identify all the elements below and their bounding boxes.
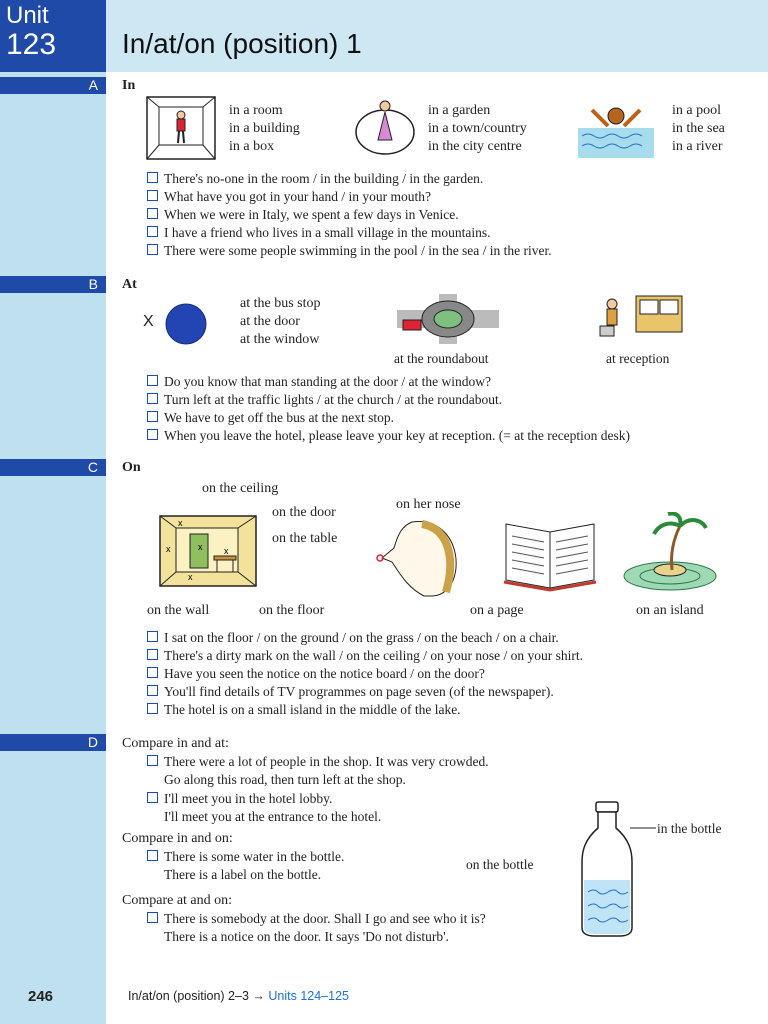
list-item: I sat on the floor / on the ground / on the grass / on the beach / on a chair.	[147, 629, 583, 647]
a-item-room: in a room	[229, 103, 283, 118]
d-compare-in-on: Compare in and on:	[122, 831, 233, 846]
svg-text:x: x	[198, 542, 203, 552]
checkbox-icon	[147, 649, 158, 660]
list-item: There's a dirty mark on the wall / on the ceiling / on your nose / on your shirt.	[147, 647, 583, 665]
a-item-town: in a town/country	[428, 121, 527, 136]
checkbox-icon	[147, 631, 158, 642]
checkbox-icon	[147, 429, 158, 440]
unit-badge	[0, 0, 106, 72]
c-label-floor: on the floor	[259, 603, 325, 618]
roundabout-illustration	[395, 292, 501, 346]
list-item: There were a lot of people in the shop. It was very crowded.	[147, 753, 489, 771]
list-item: There is somebody at the door. Shall I go and see who it is?	[147, 910, 486, 928]
checkbox-icon	[147, 190, 158, 201]
checkbox-icon	[147, 244, 158, 255]
checkbox-icon	[147, 685, 158, 696]
d-line: There is a label on the bottle.	[164, 867, 322, 882]
list-item: There's no-one in the room / in the building / in the garden.	[147, 170, 552, 188]
c-label-wall: on the wall	[147, 603, 210, 618]
open-book-illustration	[502, 514, 598, 592]
list-item: What have you got in your hand / in your mouth?	[147, 188, 552, 206]
a-item-river: in a river	[672, 139, 723, 154]
bottle-illustration	[576, 800, 662, 940]
section-b-examples	[147, 373, 630, 445]
section-a-letter: A	[88, 77, 98, 93]
b-caption-roundabout: at the roundabout	[394, 351, 489, 366]
section-b-bar	[0, 276, 106, 293]
a-item-garden: in a garden	[428, 103, 491, 118]
d-compare-at-on: Compare at and on:	[122, 893, 233, 908]
c-label-page: on a page	[470, 603, 524, 618]
list-item: I have a friend who lives in a small village in the mountains.	[147, 224, 552, 242]
c-label-island: on an island	[636, 603, 704, 618]
svg-text:x: x	[188, 572, 193, 582]
a-item-pool: in a pool	[672, 103, 721, 118]
checkbox-icon	[147, 755, 158, 766]
c-label-nose: on her nose	[396, 497, 461, 512]
section-b-letter: B	[88, 276, 98, 292]
section-c-letter: C	[87, 459, 98, 475]
svg-text:x: x	[178, 518, 183, 528]
page-title: In/at/on (position) 1	[122, 28, 362, 59]
list-item: When you leave the hotel, please leave your key at reception. (= at the reception desk)	[147, 427, 630, 445]
section-a-examples	[147, 170, 552, 260]
checkbox-icon	[147, 411, 158, 422]
room-surfaces-illustration	[158, 500, 258, 590]
room-illustration	[145, 95, 217, 161]
c-label-table: on the table	[272, 531, 338, 546]
footer-text: In/at/on (position) 2–3 →	[128, 989, 265, 1003]
unit-label: Unit	[6, 2, 49, 29]
d-label-in-bottle: in the bottle	[657, 821, 722, 836]
page-number: 246	[28, 988, 54, 1005]
list-item: You'll find details of TV programmes on page seven (of the newspaper).	[147, 683, 583, 701]
d-label-on-bottle: on the bottle	[466, 857, 534, 872]
list-item: We have to get off the bus at the next stop.	[147, 409, 630, 427]
section-a-bar	[0, 77, 106, 94]
checkbox-icon	[147, 912, 158, 923]
svg-text:x: x	[166, 544, 171, 554]
blue-circle-icon	[164, 302, 208, 346]
garden-illustration	[354, 96, 416, 158]
list-item: Have you seen the notice on the notice board / on the door?	[147, 665, 583, 683]
reception-illustration	[596, 292, 686, 346]
sidebar	[0, 0, 106, 1024]
checkbox-icon	[147, 703, 158, 714]
checkbox-icon	[147, 393, 158, 404]
d-line: There is a notice on the door. It says 'Do not disturb'.	[164, 929, 449, 944]
section-b-title: At	[122, 277, 137, 292]
a-item-building: in a building	[229, 121, 300, 136]
d-line: I'll meet you at the entrance to the hotel.	[164, 809, 382, 824]
checkbox-icon	[147, 667, 158, 678]
island-illustration	[620, 512, 720, 594]
checkbox-icon	[147, 375, 158, 386]
b-marker-x: X	[143, 313, 154, 330]
checkbox-icon	[147, 226, 158, 237]
section-c-examples	[147, 629, 583, 719]
checkbox-icon	[147, 792, 158, 803]
svg-text:x: x	[224, 546, 229, 556]
c-label-ceiling: on the ceiling	[202, 481, 279, 496]
b-caption-reception: at reception	[606, 351, 670, 366]
c-label-door: on the door	[272, 505, 336, 520]
checkbox-icon	[147, 850, 158, 861]
a-item-city-centre: in the city centre	[428, 139, 522, 154]
footer-crossref	[128, 989, 349, 1003]
pool-illustration	[576, 100, 656, 160]
list-item: When we were in Italy, we spent a few days in Venice.	[147, 206, 552, 224]
list-item: I'll meet you in the hotel lobby.	[147, 790, 332, 808]
d-line: Go along this road, then turn left at the shop.	[164, 772, 406, 787]
list-item: The hotel is on a small island in the middle of the lake.	[147, 701, 583, 719]
b-item-door: at the door	[240, 314, 300, 329]
footer-link-units[interactable]: Units 124–125	[268, 989, 349, 1003]
list-item: There is some water in the bottle.	[147, 848, 344, 866]
list-item: Turn left at the traffic lights / at the church / at the roundabout.	[147, 391, 630, 409]
b-item-bus-stop: at the bus stop	[240, 296, 321, 311]
section-c-bar	[0, 459, 106, 476]
section-d-letter: D	[87, 734, 98, 750]
section-c-title: On	[122, 460, 141, 475]
list-item: There were some people swimming in the pool / in the sea / in the river.	[147, 242, 552, 260]
d-compare-in-at: Compare in and at:	[122, 736, 229, 751]
a-item-sea: in the sea	[672, 121, 725, 136]
section-a-title: In	[122, 78, 136, 93]
section-d-bar	[0, 734, 106, 751]
a-item-box: in a box	[229, 139, 275, 154]
unit-number: 123	[6, 28, 57, 61]
b-item-window: at the window	[240, 332, 320, 347]
face-with-glasses-illustration	[372, 518, 462, 598]
list-item: Do you know that man standing at the door / at the window?	[147, 373, 630, 391]
checkbox-icon	[147, 172, 158, 183]
checkbox-icon	[147, 208, 158, 219]
